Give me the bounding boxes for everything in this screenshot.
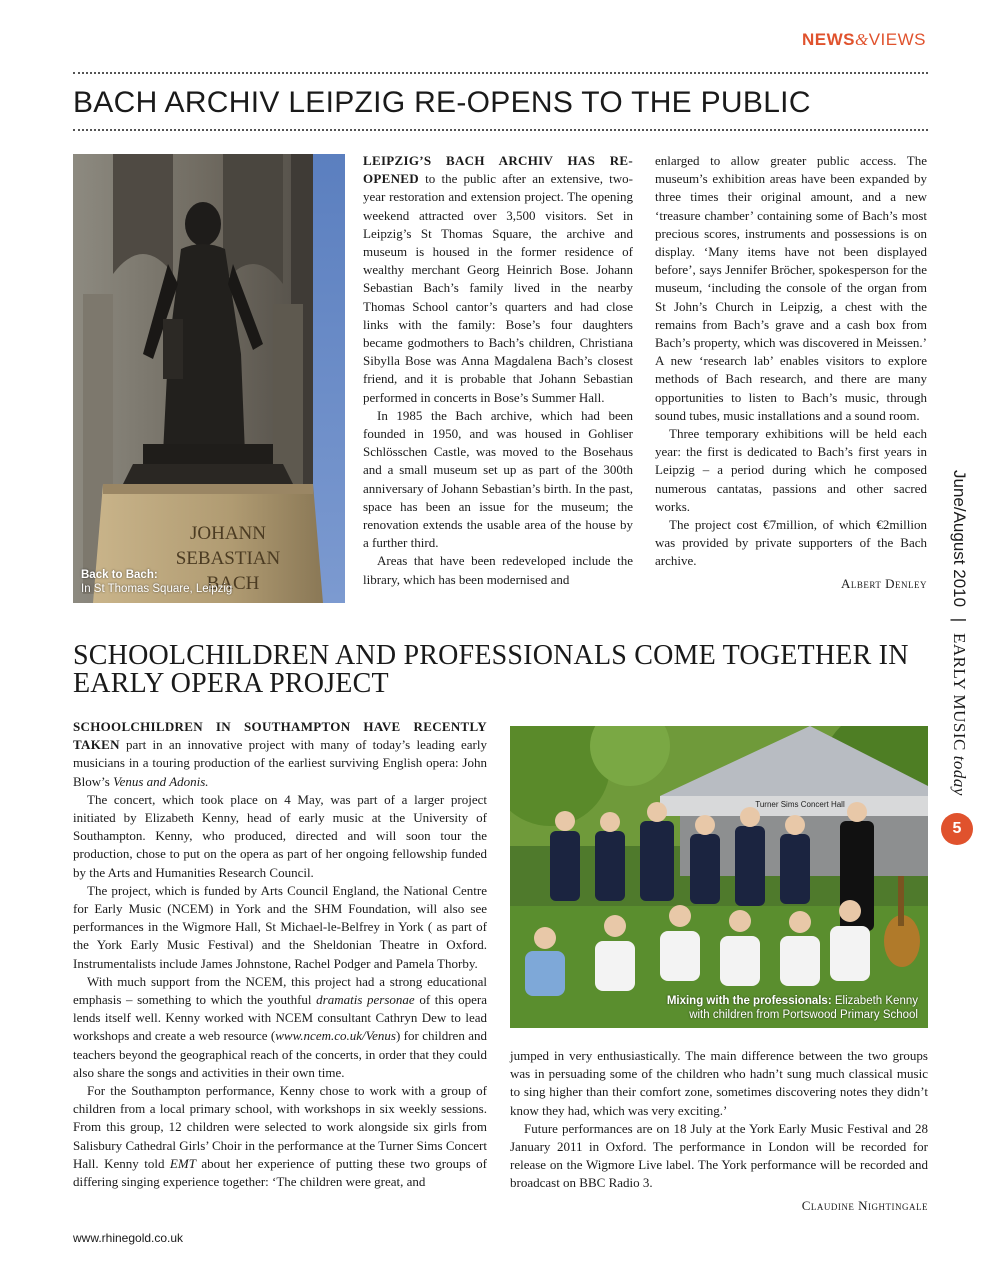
statue-inscription-line1: JOHANN [190,523,266,544]
issue-date: June/August 2010 [950,470,969,608]
article2-column1 [73,718,487,1191]
section-label-news: NEWS [801,30,855,49]
emt-abbrev: EMT [169,1155,196,1171]
article1-col2-para3: The project cost €7million, of which €2million was provided by private supporters of the Bach archive. [655,517,927,569]
photo2-caption [667,994,918,1022]
schoolchildren-photo [510,726,928,1028]
concert-hall-sign: Turner Sims Concert Hall [755,800,845,809]
photo1-caption-text: In St Thomas Square, Leipzig [81,583,233,595]
dramatis-personae: dramatis personae [316,992,415,1008]
article1-column2 [655,152,927,593]
group-photo-illustration [510,726,928,1028]
article2-col2-para1: jumped in very enthusiastically. The main difference between the two groups was in persuading some of the children who hadn’t sung much classical music to sing higher than their comfort zone, sometimes discovering notes they didn’t know they had, which was very exciting.’ [510,1048,928,1118]
article2-col1-para4c: ) for children and teachers beyond the geographical reach of the concerts, in order that they could also share the songs and activities in their own time. [73,1028,487,1080]
article2-headline-line1: SCHOOLCHILDREN AND PROFESSIONALS COME TOGETHER IN [73,640,909,671]
article2-col1-para1: part in an innovative project with many of today’s leading early musicians in a touring production of the earliest surviving English opera: John Blow’s [73,737,487,789]
magazine-name-italic: today [950,755,969,796]
article1-col1-para1: to the public after an extensive, two-year restoration and extension project. The opening weekend attracted over 3,500 visitors. Set in Leipzig’s St Thomas Square, the archive and museum is housed in the former residence of wealthy merchant Georg Heinrich Bose. Johann Sebastian Bach’s family lived in the nearby Thomas School cantor’s quarters and had close links with the family: Bose’s four daughters became godmothers to Bach’s children, Christiana Sibylla Bose was Anna Magdalena Bach’s closest friend, and it is probable that Johann Sebastian performed in concerts in Bose’s Summer Hall. [363,171,633,405]
article1-col1-para3: Areas that have been redeveloped include the library, which has been modernised and [363,553,633,587]
top-divider [73,72,928,74]
sidebar-separator: | [950,617,969,623]
article2-headline [73,642,933,698]
photo2-caption-text2: with children from Portswood Primary School [689,1009,918,1021]
article1-col1-para2: In 1985 the Bach archive, which had been founded in 1950, and was housed in Gohliser Schlösschen Castle, was moved to the Bosehaus and a small museum set up as part of the 300th anniversary of Johann Sebastian’s birth. In the past, space has been an issue for the museum; the renovation extends the usable area of the house by a further third. [363,407,633,551]
photo1-caption [81,568,232,596]
bach-statue-photo [73,154,345,603]
article2-lead: SCHOOLCHILDREN IN SOUTHAMPTON HAVE RECENTLY TAKEN [73,719,487,753]
article2-col1-para4a: With much support from the NCEM, this project had a strong educational emphasis – something to which the youthful [73,973,487,1008]
article2-col2-para2: Future performances are on 18 July at the York Early Music Festival and 28 January 2011 in Oxford. The performance in London will be recorded for release on the Wigmore Live label. The York performance will be recorded and broadcast on BBC Radio 3. [510,1120,928,1191]
page-number-badge: 5 [941,813,973,845]
bach-statue-illustration [73,154,345,603]
opera-title: Venus and Adonis. [113,773,209,789]
article1-col2-para1: enlarged to allow greater public access. The museum’s exhibition areas have been expanded by three times their original amount, and a new ‘treasure chamber’ containing some of Bach’s most precious scores, instruments and possessions is on display. ‘Many items have not been displayed before’, says Jennifer Bröcher, spokesperson for the museum, ‘including the console of the organ from St John’s Church in Leipzig, a chest with the remains from Bach’s grave and a cash box from Bach’s property, which was discovered in Meissen.’ A new ‘research lab’ enables visitors to explore methods of Bach research, and there are many opportunities to listen to Bach’s music, through sound tubes, music installations and a sound room. [655,153,927,423]
headline-divider [73,129,928,131]
article2-col1-para5b: about her experience of putting these two groups of differing singing experience together: ‘The children were great, and [73,1155,487,1190]
photo1-caption-title: Back to Bach: [81,569,158,581]
statue-inscription-line2: SEBASTIAN [175,548,281,569]
article1-byline: Albert Denley [841,575,927,591]
photo2-caption-title: Mixing with the professionals: [666,995,832,1007]
article1-headline: BACH ARCHIV LEIPZIG RE-OPENS TO THE PUBLIC [73,86,811,119]
issue-sidebar [944,470,974,796]
statue-inscription-line3: BACH [206,573,260,594]
article1-column1 [363,152,633,589]
article2-col1-para5a: For the Southampton performance, Kenny chose to work with a group of children from a local primary school, with workshops in six weekly sessions. From this group, 12 children were selected to work alongside six girls from Salisbury Cathedral Girls’ Choir in the performance at the Turner Sims Concert Hall. Kenny told [73,1083,487,1171]
section-label-ampersand: & [854,30,869,49]
article2-column2 [510,1047,928,1215]
ncem-web-link[interactable]: www.ncem.co.uk/Venus [275,1028,396,1044]
photo2-caption-text1: Elizabeth Kenny [834,995,918,1007]
article2-headline-line2: EARLY OPERA PROJECT [73,668,389,699]
article1-col2-para2: Three temporary exhibitions will be held each year: the first is dedicated to Bach’s first years in Leipzig – a period during which he composed numerous cantatas, passions and other sacred works. [655,426,927,514]
section-label-views: VIEWS [868,30,926,49]
article1-lead: LEIPZIG’S BACH ARCHIV HAS RE-OPENED [363,153,633,187]
article2-byline: Claudine Nightingale [801,1197,928,1213]
footer-website[interactable]: www.rhinegold.co.uk [73,1231,184,1245]
article2-col1-para3: The project, which is funded by Arts Council England, the National Centre for Early Music (NCEM) in York and the SHM Foundation, will also see performances in the Wigmore Hall, St Michael-le-Belfrey in York ( as part of the York Early Music Festival) and the Sheldonian Theatre in Oxford. Instrumentalists include James Johnstone, Rachel Podger and Pamela Thorby. [73,882,487,971]
article2-col1-para2: The concert, which took place on 4 May, was part of a larger project initiated by Elizabeth Kenny, head of early music at the University of Southampton. Kenny, who produced, directed and will soon tour the production, chose to put on the opera as part of her ongoing fellowship funded by the Arts and Humanities Research Council. [73,791,487,880]
section-label [802,30,926,50]
article2-col1-para4b: of this opera lends itself well. Kenny worked with NCEM consultant Cathryn Dew to lead workshops and create a web resource ( [73,992,488,1044]
magazine-name: EARLY MUSIC [950,632,969,751]
